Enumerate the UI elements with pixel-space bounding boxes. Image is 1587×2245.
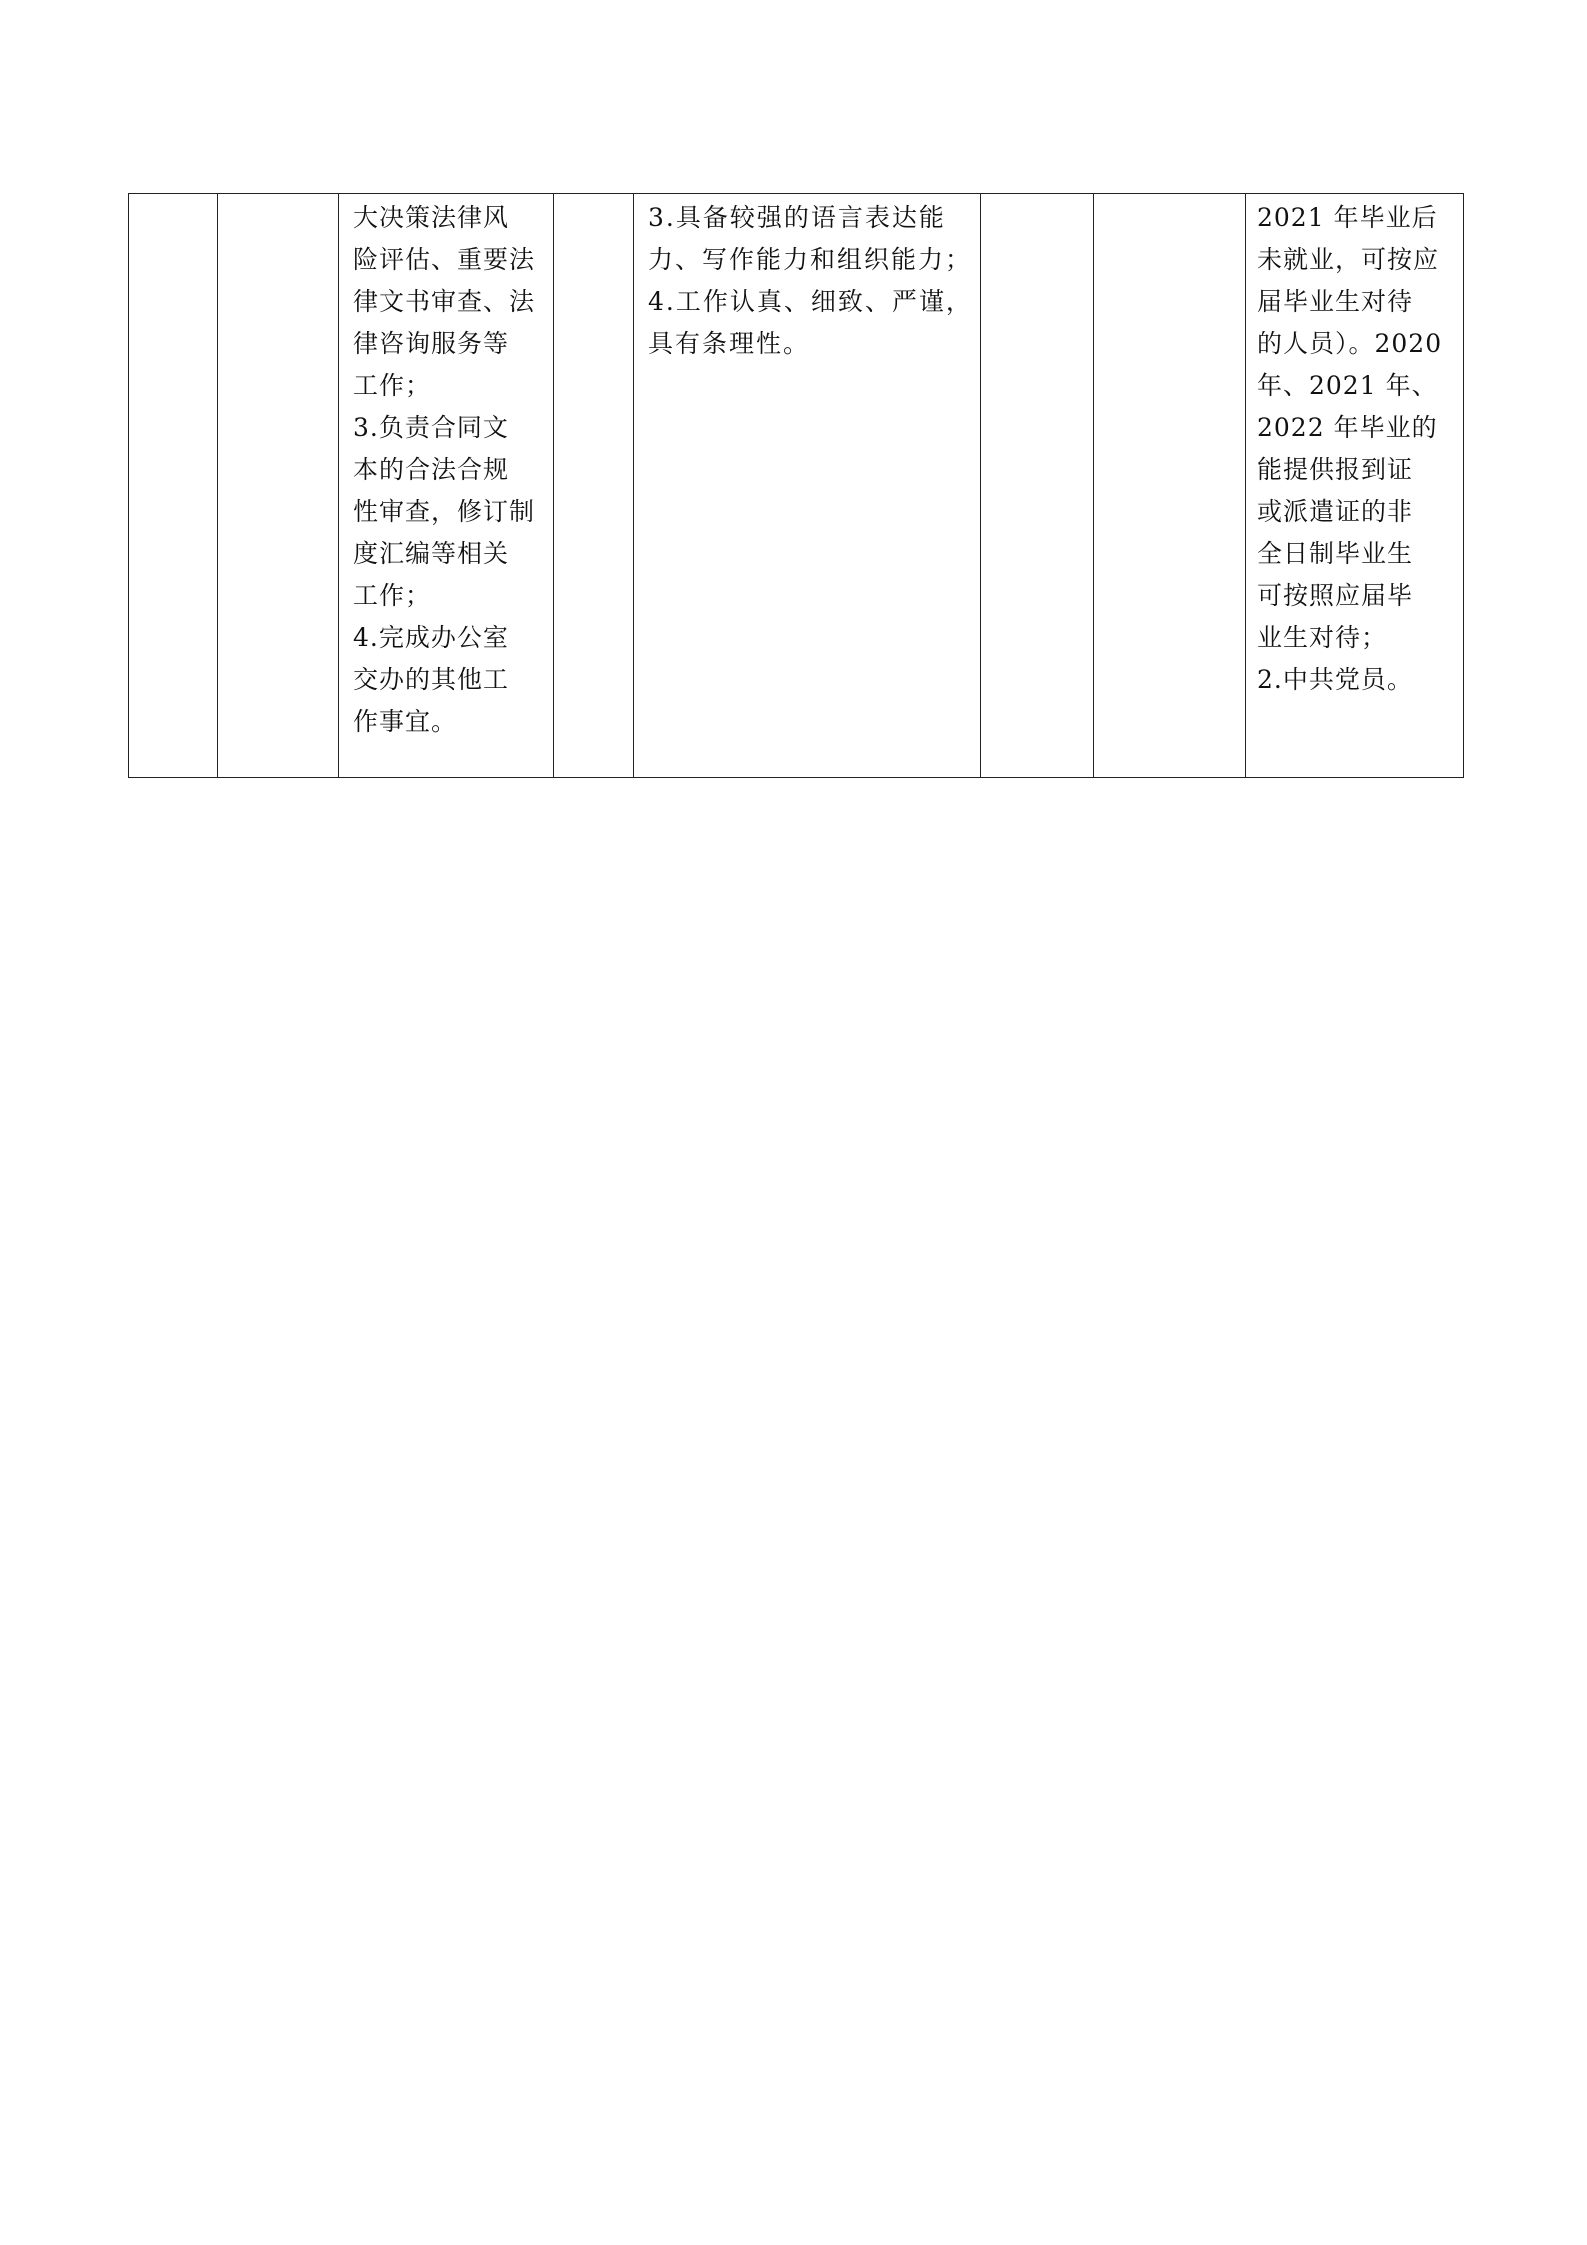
notes-line: 年、2021 年、 (1257, 371, 1438, 400)
requirements-line: 3.具备较强的语言表达能 (648, 203, 946, 232)
duties-line: 4.完成办公室 (353, 623, 509, 652)
duties-line: 险评估、重要法 (353, 245, 536, 274)
table-cell-notes (1246, 194, 1464, 778)
requirements-line: 4.工作认真、细致、严谨， (648, 287, 973, 316)
notes-line: 届毕业生对待 (1257, 287, 1414, 316)
recruitment-table-continuation (128, 193, 1464, 778)
duties-line: 3.负责合同文 (353, 413, 509, 442)
requirements-text (634, 194, 980, 365)
duties-line: 度汇编等相关 (353, 539, 510, 568)
duties-line: 律咨询服务等 (353, 329, 510, 358)
notes-line: 或派遣证的非 (1257, 497, 1414, 526)
duties-line: 交办的其他工 (353, 665, 510, 694)
table-cell-empty-2 (218, 194, 339, 778)
notes-line: 2022 年毕业的 (1257, 413, 1438, 442)
duties-text (339, 194, 553, 743)
duties-line: 律文书审查、法 (353, 287, 536, 316)
requirements-line: 具有条理性。 (648, 329, 811, 358)
table-cell-empty-1 (129, 194, 218, 778)
duties-line: 工作； (353, 581, 432, 610)
notes-line: 业生对待； (1257, 623, 1388, 652)
duties-line: 本的合法合规 (353, 455, 510, 484)
notes-line: 未就业，可按应 (1257, 245, 1440, 274)
notes-text (1246, 194, 1463, 701)
table-cell-duties (339, 194, 554, 778)
table-row (129, 194, 1464, 778)
table-cell-empty-6 (981, 194, 1094, 778)
notes-line: 的人员）。2020 (1257, 329, 1443, 358)
table-cell-requirements (634, 194, 981, 778)
notes-line: 可按照应届毕 (1257, 581, 1414, 610)
duties-line: 大决策法律风 (353, 203, 510, 232)
duties-line: 作事宜。 (353, 707, 458, 736)
table-cell-empty-7 (1094, 194, 1246, 778)
notes-line: 2021 年毕业后 (1257, 203, 1438, 232)
notes-line: 2.中共党员。 (1257, 665, 1413, 694)
duties-line: 性审查，修订制 (353, 497, 536, 526)
notes-line: 全日制毕业生 (1257, 539, 1414, 568)
duties-line: 工作； (353, 371, 432, 400)
requirements-line: 力、写作能力和组织能力； (648, 245, 973, 274)
table-cell-empty-4 (554, 194, 634, 778)
notes-line: 能提供报到证 (1257, 455, 1414, 484)
